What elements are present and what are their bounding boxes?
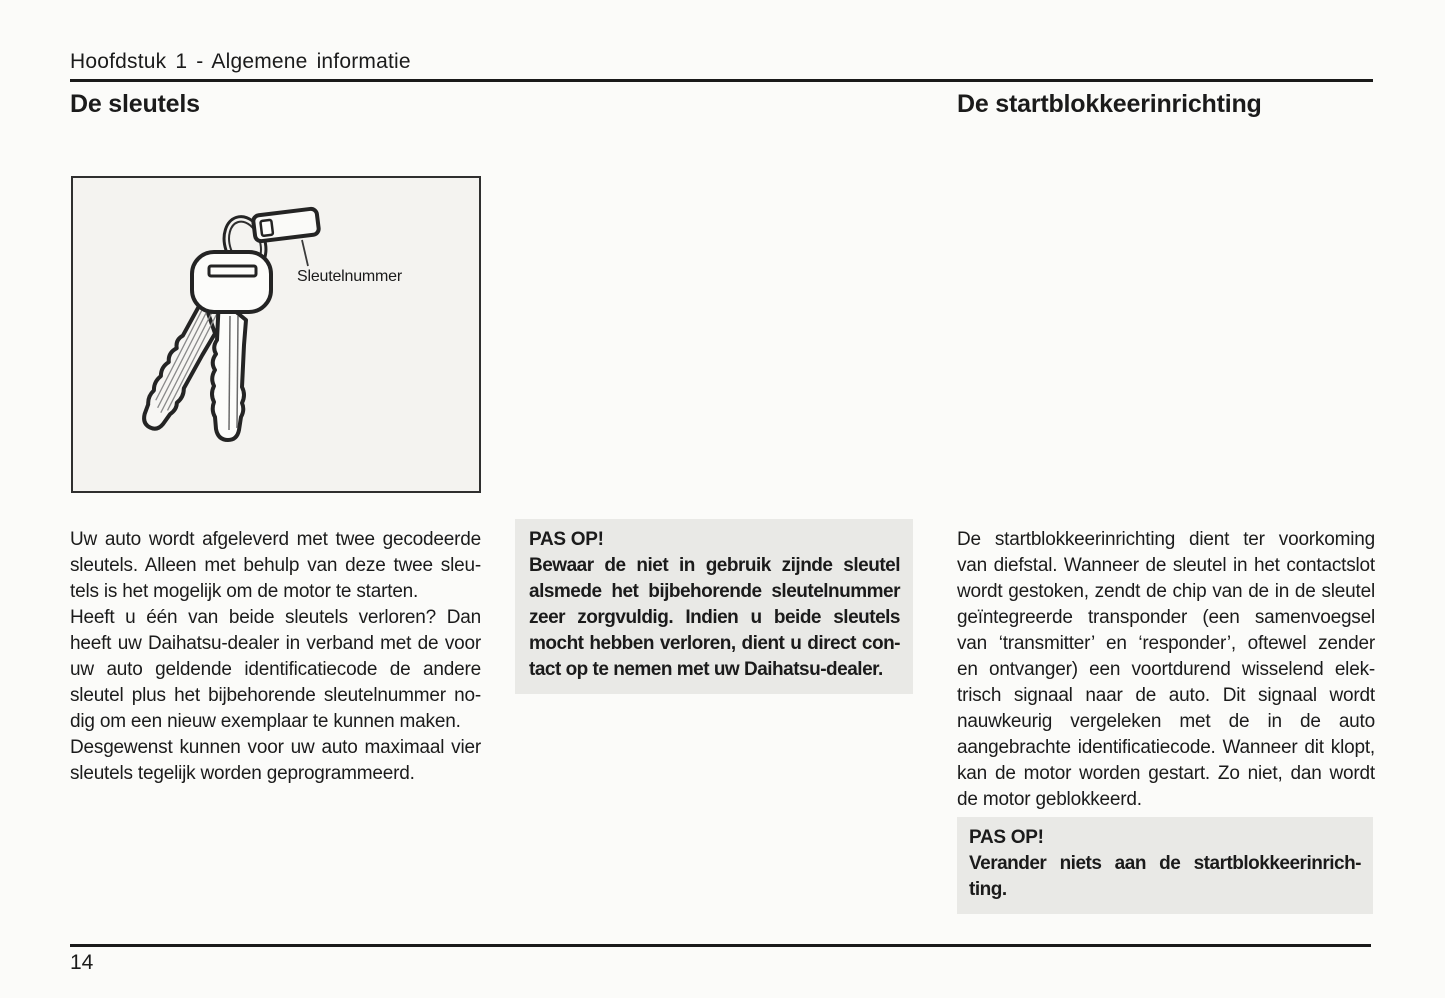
paragraph (70, 605, 481, 735)
warning-title: PAS OP! (529, 529, 604, 550)
text-line: sleutels. Alleen met behulp van deze twee sleu- (70, 555, 481, 576)
text-line: van ‘transmitter’ en ‘responder’, oftewel zender (957, 633, 1375, 654)
text-line: Verander niets aan de startblokkeerinrich- (969, 853, 1361, 874)
section-title-immobilizer: De startblokkeerinrichting (957, 90, 1262, 118)
text-line: alsmede het bijbehorende sleutelnummer (529, 581, 900, 602)
chapter-heading: Hoofdstuk 1 - Algemene informatie (70, 50, 411, 73)
text-line: De startblokkeerinrichting dient ter voorkoming (957, 529, 1375, 550)
text-line: kan de motor worden gestart. Zo niet, dan wordt (957, 763, 1375, 784)
warning-body (529, 553, 900, 683)
paragraph (957, 527, 1375, 813)
keys-paragraphs (70, 527, 481, 787)
text-line: aangebrachte identificatiecode. Wanneer dit klopt, (957, 737, 1375, 758)
text-line: ting. (969, 879, 1007, 900)
text-line: geïntegreerde transponder (een samenvoegsel (957, 607, 1375, 628)
header-rule (70, 79, 1373, 82)
text-line: zeer zorgvuldig. Indien u beide sleutels (529, 607, 900, 628)
text-line: Bewaar de niet in gebruik zijnde sleutel (529, 555, 900, 576)
text-line: sleutel plus het bijbehorende sleutelnummer no- (70, 685, 481, 706)
page-number: 14 (70, 951, 94, 974)
text-line: mocht hebben verloren, dient u direct con- (529, 633, 900, 654)
keys-illustration (73, 178, 475, 487)
text-line: Heeft u één van beide sleutels verloren? Dan (70, 607, 481, 628)
immobilizer-paragraphs (957, 527, 1375, 813)
text-line: Desgewenst kunnen voor uw auto maximaal vier (70, 737, 481, 758)
pointer-line (302, 240, 308, 266)
figure-label: Sleutelnummer (297, 268, 403, 285)
footer-rule (70, 944, 1371, 947)
text-line: trisch signaal naar de auto. Dit signaal wordt (957, 685, 1375, 706)
warning-box-immobilizer (957, 817, 1373, 914)
warning-title: PAS OP! (969, 827, 1044, 848)
text-line: uw auto geldende identificatiecode de andere (70, 659, 481, 680)
text-line: wordt gestoken, zendt de chip van de in de sleutel (957, 581, 1375, 602)
text-line: dig om een nieuw exemplaar te kunnen maken. (70, 711, 461, 732)
warning-box-keys (515, 519, 913, 694)
text-line: sleutels tegelijk worden geprogrammeerd. (70, 763, 415, 784)
keys-figure (71, 176, 481, 493)
text-line: heeft uw Daihatsu-dealer in verband met de voor (70, 633, 481, 654)
key-tag (253, 208, 320, 242)
text-line: en ontvanger) een voortdurend wisselend elek- (957, 659, 1375, 680)
paragraph (70, 527, 481, 605)
text-line: van diefstal. Wanneer de sleutel in het contactslot (957, 555, 1375, 576)
text-line: Uw auto wordt afgeleverd met twee gecodeerde (70, 529, 481, 550)
text-line: de motor geblokkeerd. (957, 789, 1142, 810)
text-line: tels is het mogelijk om de motor te starten. (70, 581, 419, 602)
text-line: tact op te nemen met uw Daihatsu-dealer. (529, 659, 883, 680)
front-key (212, 298, 246, 440)
warning-body (969, 851, 1361, 903)
section-title-keys: De sleutels (70, 90, 200, 118)
paragraph (70, 735, 481, 787)
text-line: nauwkeurig vergeleken met de in de auto (957, 711, 1375, 732)
